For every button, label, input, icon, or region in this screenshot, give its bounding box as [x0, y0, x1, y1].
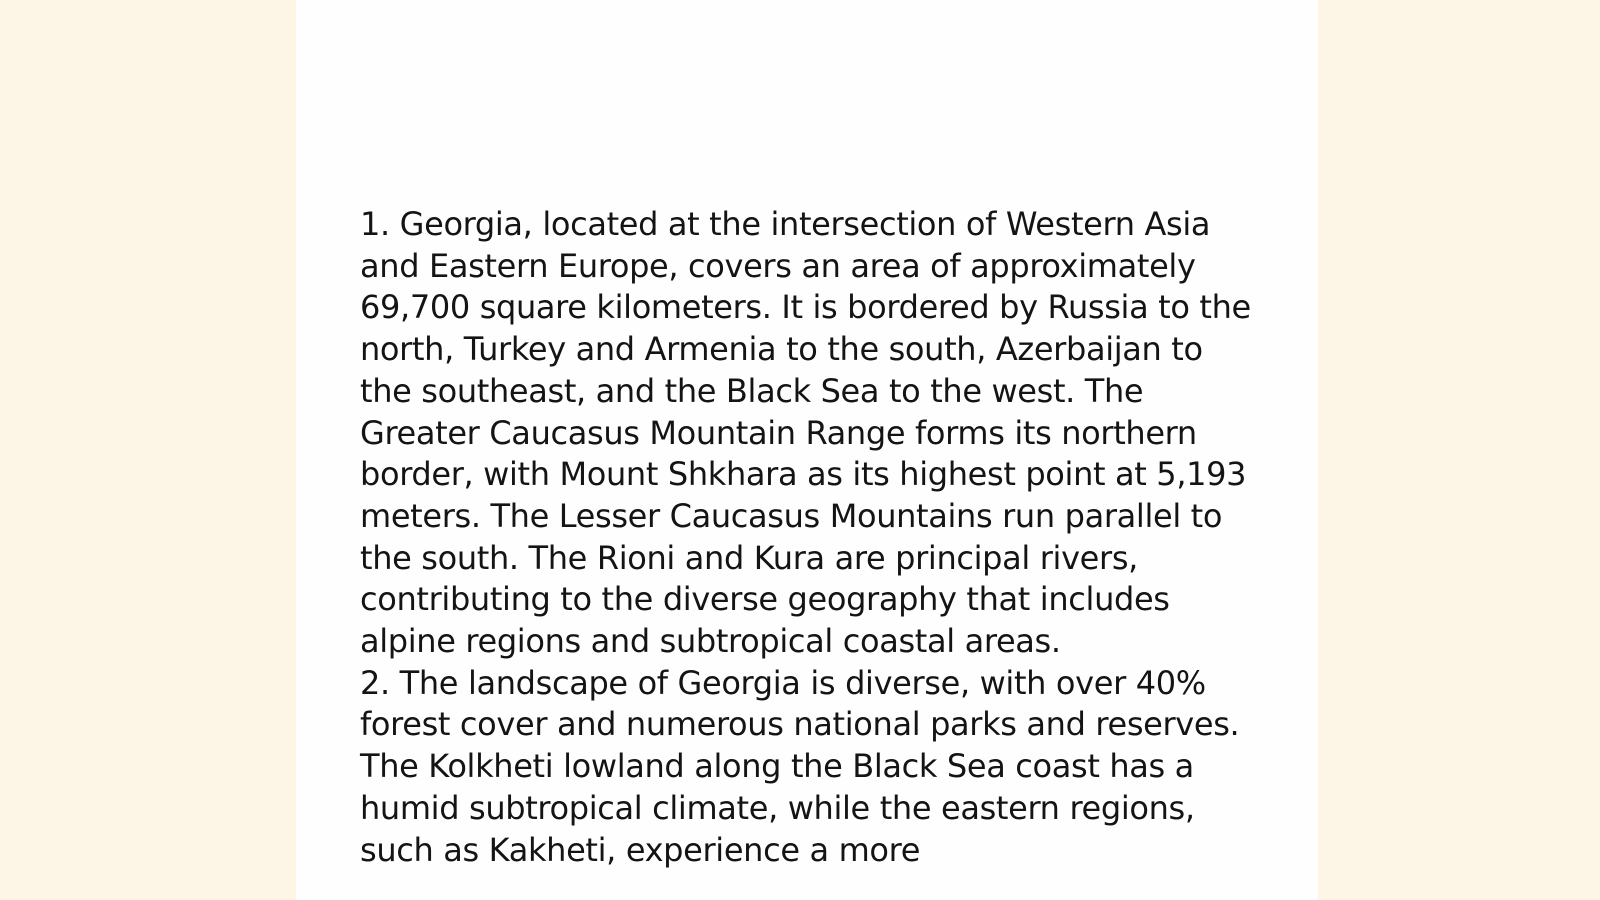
paragraph-1: 1. Georgia, located at the intersection of Western Asia and Eastern Europe, covers an area of approximately 69,700 square kilometers. It is bordered by Russia to the north, Turkey and Armenia to the south, Azerbaijan to the southeast, and the Black Sea to the west. The Greater Caucasus Mountain Range forms its northern border, with Mount Shkhara as its highest point at 5,193 meters. The Lesser Caucasus Mountains run parallel to the south. The Rioni and Kura are principal rivers, contributing to the diverse geography that includes alpine regions and subtropical coastal areas.: [360, 205, 1251, 661]
document-page: [296, 0, 1318, 900]
paragraph-2: 2. The landscape of Georgia is diverse, with over 40% forest cover and numerous national parks and reserves. The Kolkheti lowland along the Black Sea coast has a humid subtropical climate, while the eastern regions, such as Kakheti, experience a more: [360, 663, 1240, 869]
document-body: [360, 204, 1260, 871]
